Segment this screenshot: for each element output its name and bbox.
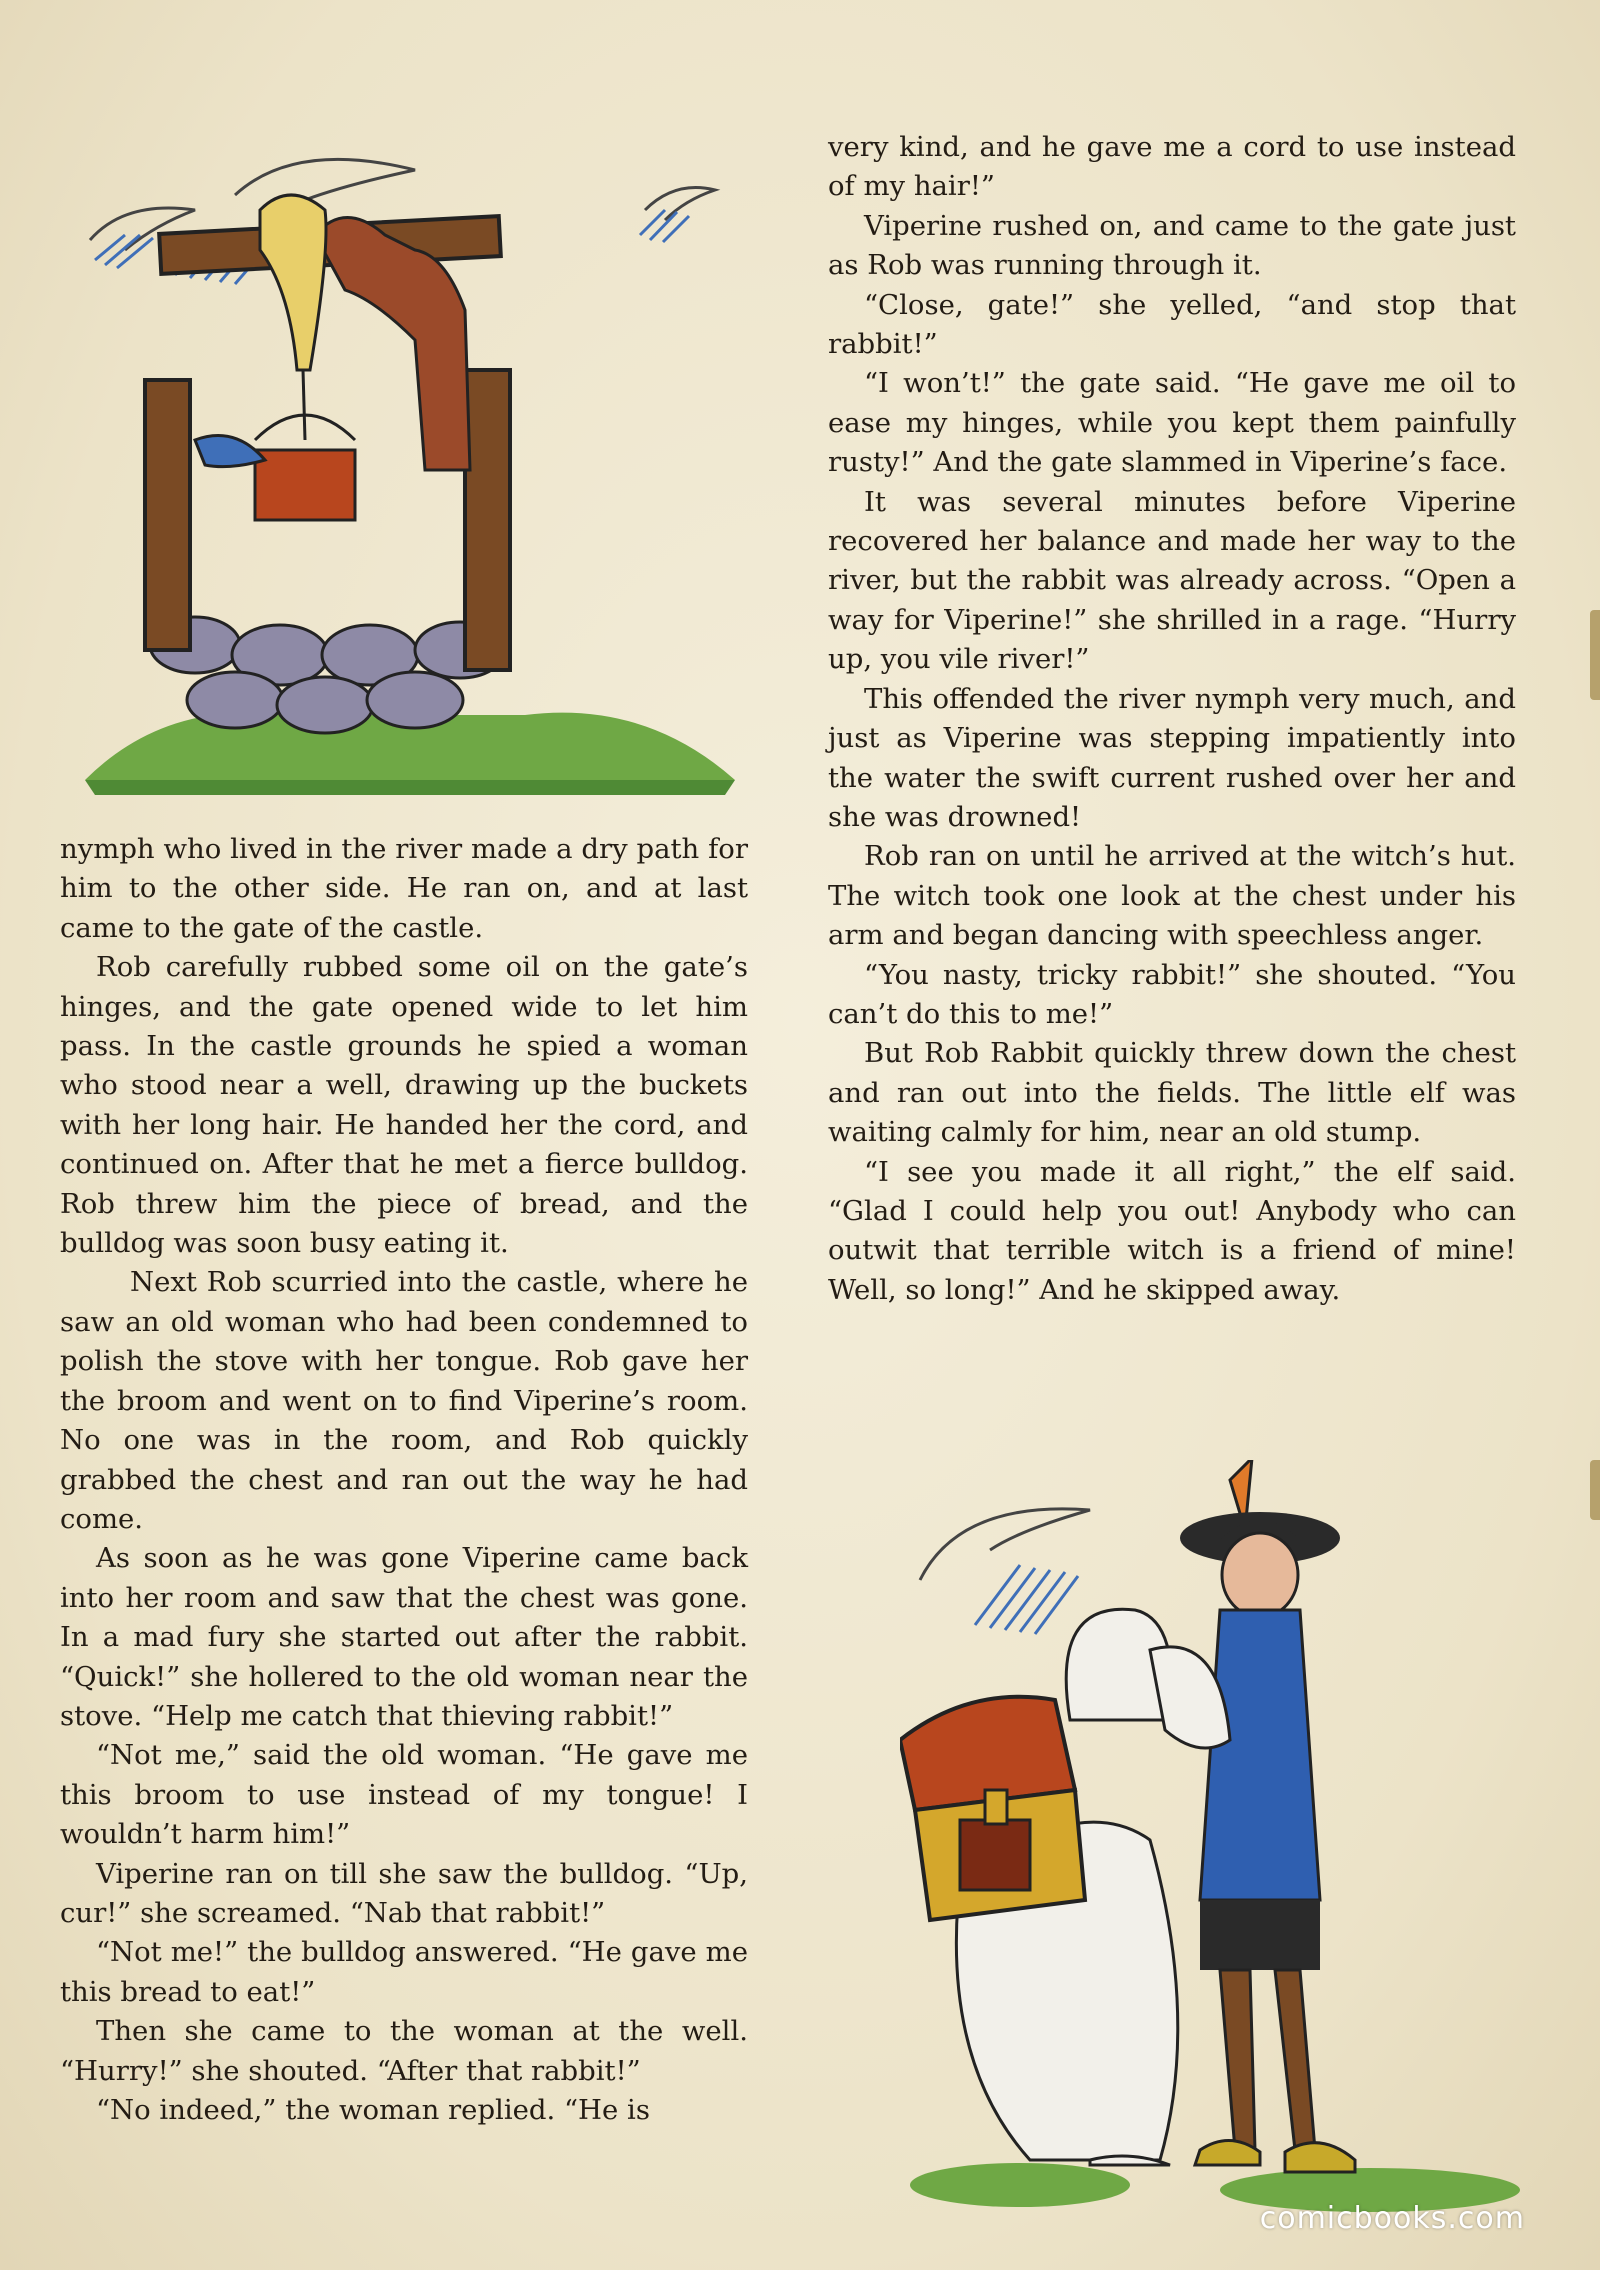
story-paragraph: Viperine rushed on, and came to the gate just as Rob was running through it.: [828, 209, 1516, 282]
story-paragraph: As soon as he was gone Viperine came back into her room and saw that the chest was gone. In a mad fury she started out after the rabbit. “Quick!” she hollered to the old woman near the stove. “Help me catch that thieving rabbit!”: [60, 1542, 748, 1732]
story-paragraph: This offended the river nymph very much, and just as Viperine was stepping impatiently into the water the swift current rushed over her and she was drowned!: [828, 682, 1516, 833]
story-paragraph: “I won’t!” the gate said. “He gave me oil to ease my hinges, while you kept them painfully rusty!” And the gate slammed in Viperine’s face.: [828, 367, 1516, 479]
story-paragraph: “Not me!” the bulldog answered. “He gave me this bread to eat!”: [60, 1936, 748, 2008]
story-paragraph: Rob carefully rubbed some oil on the gate’s hinges, and the gate opened wide to let him pass. In the castle grounds he spied a woman who stood near a well, drawing up the buckets with her long hair. He handed her the cord, and continued on. After that he met a fierce bulldog. Rob threw him the piece of bread, and the bulldog was soon busy eating it.: [60, 951, 748, 1260]
story-paragraph: But Rob Rabbit quickly threw down the chest and ran out into the fields. The little elf was waiting calmly for him, near an old stump.: [828, 1037, 1516, 1149]
story-paragraph: “You nasty, tricky rabbit!” she shouted. “You can’t do this to me!”: [828, 958, 1516, 1030]
story-paragraph: Rob ran on until he arrived at the witch’s hut. The witch took one look at the chest under his arm and began dancing with speechless anger.: [828, 840, 1516, 952]
story-paragraph: “Close, gate!” she yelled, “and stop that rabbit!”: [828, 288, 1516, 361]
page-edge-tab: [1590, 1460, 1600, 1520]
right-text-column: [828, 128, 1516, 1310]
watermark: comicbooks.com: [1259, 2201, 1525, 2236]
story-paragraph: nymph who lived in the river made a dry path for him to the other side. He ran on, and at last came to the gate of the castle.: [60, 833, 748, 944]
story-paragraph: Then she came to the woman at the well. “Hurry!” she shouted. “After that rabbit!”: [60, 2015, 748, 2087]
woman-at-well-illustration: [85, 140, 735, 800]
story-paragraph: “I see you made it all right,” the elf said. “Glad I could help you out! Anybody who can outwit that terrible witch is a friend of mine! Well, so long!” And he skipped away.: [828, 1155, 1516, 1306]
page-edge-tab: [1590, 610, 1600, 700]
story-paragraph: Next Rob scurried into the castle, where he saw an old woman who had been condemned to polish the stove with her tongue. Rob gave her the broom and went on to find Viperine’s room. No one was in the room, and Rob quickly grabbed the chest and ran out the way he had come.: [60, 1266, 748, 1535]
story-paragraph: very kind, and he gave me a cord to use instead of my hair!”: [828, 131, 1516, 203]
rabbit-with-chest-and-elf-illustration: [900, 1460, 1540, 2220]
story-paragraph: “Not me,” said the old woman. “He gave me this broom to use instead of my tongue! I wouldn’t harm him!”: [60, 1739, 748, 1851]
story-paragraph: “No indeed,” the woman replied. “He is: [96, 2094, 650, 2126]
story-paragraph: It was several minutes before Viperine recovered her balance and made her way to the river, but the rabbit was already across. “Open a way for Viperine!” she shrilled in a rage. “Hurry up, you vile river!”: [828, 485, 1516, 676]
left-text-column: [60, 830, 748, 2130]
story-paragraph: Viperine ran on till she saw the bulldog. “Up, cur!” she screamed. “Nab that rabbit!”: [60, 1857, 748, 1929]
